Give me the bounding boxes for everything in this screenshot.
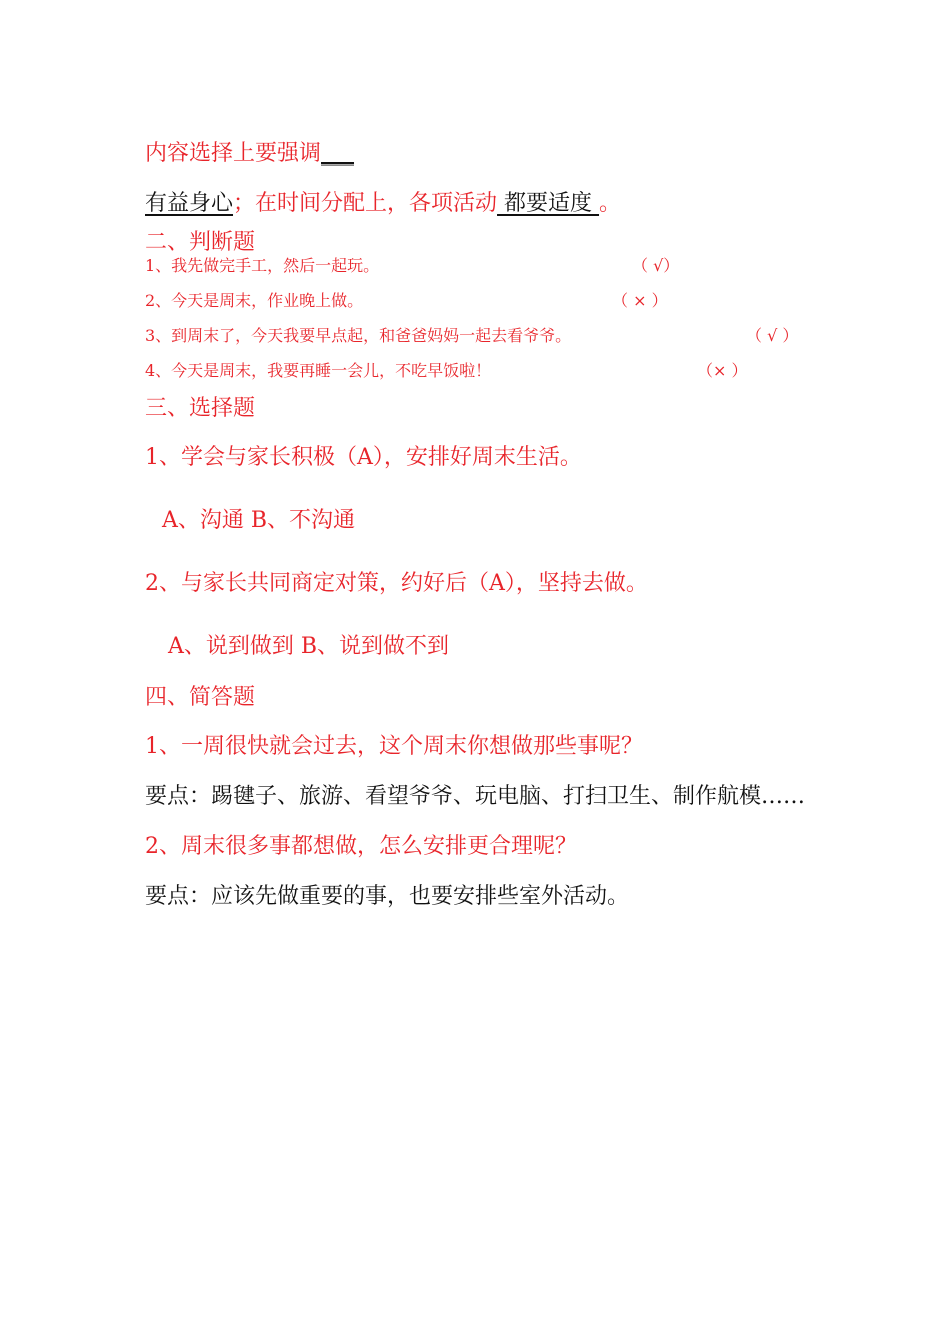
intro-line-2-end: 。: [599, 191, 622, 216]
intro-line-2-mid: ；在时间分配上，各项活动: [233, 191, 498, 216]
short-answer-2: 要点：应该先做重要的事，也要安排些室外活动。: [145, 884, 630, 909]
judge-title: 二、判断题: [145, 230, 256, 255]
short-question-2: 2、周末很多事都想做，怎么安排更合理呢？: [145, 834, 577, 859]
choice-question-1: 1、学会与家长积极（A），安排好周末生活。: [145, 445, 582, 470]
short-answer-title: 四、简答题: [145, 685, 256, 710]
judge-item-2: 2、今天是周末，作业晚上做。: [145, 291, 364, 310]
judge-mark-1: （ √）: [632, 256, 680, 275]
underlined-answer-1: 有益身心: [145, 191, 234, 216]
choice-title: 三、选择题: [145, 396, 256, 421]
underlined-answer-2: 都要适度: [497, 191, 600, 216]
judge-mark-4: （× ）: [697, 361, 748, 380]
choice-question-2: 2、与家长共同商定对策，约好后（A），坚持去做。: [145, 571, 648, 596]
intro-line-1-text: 内容选择上要强调: [145, 141, 322, 166]
judge-item-1: 1、我先做完手工，然后一起玩。: [145, 256, 380, 275]
short-question-1: 1、一周很快就会过去，这个周末你想做那些事呢？: [145, 734, 643, 759]
judge-mark-2: （ × ）: [612, 291, 668, 310]
choice-options-1: A、沟通 B、不沟通: [162, 508, 356, 533]
judge-mark-3: （ √ ）: [746, 326, 799, 345]
intro-line-1: [145, 136, 354, 167]
judge-item-4: 4、今天是周末，我要再睡一会儿，不吃早饭啦！: [145, 361, 492, 380]
judge-item-3: 3、到周末了，今天我要早点起，和爸爸妈妈一起去看爷爷。: [145, 326, 572, 345]
intro-line-2: [145, 186, 621, 217]
short-answer-1: 要点：踢毽子、旅游、看望爷爷、玩电脑、打扫卫生、制作航模……: [145, 784, 806, 809]
choice-options-2: A、说到做到 B、说到做不到: [168, 634, 450, 659]
blank-line: ___: [321, 141, 355, 166]
